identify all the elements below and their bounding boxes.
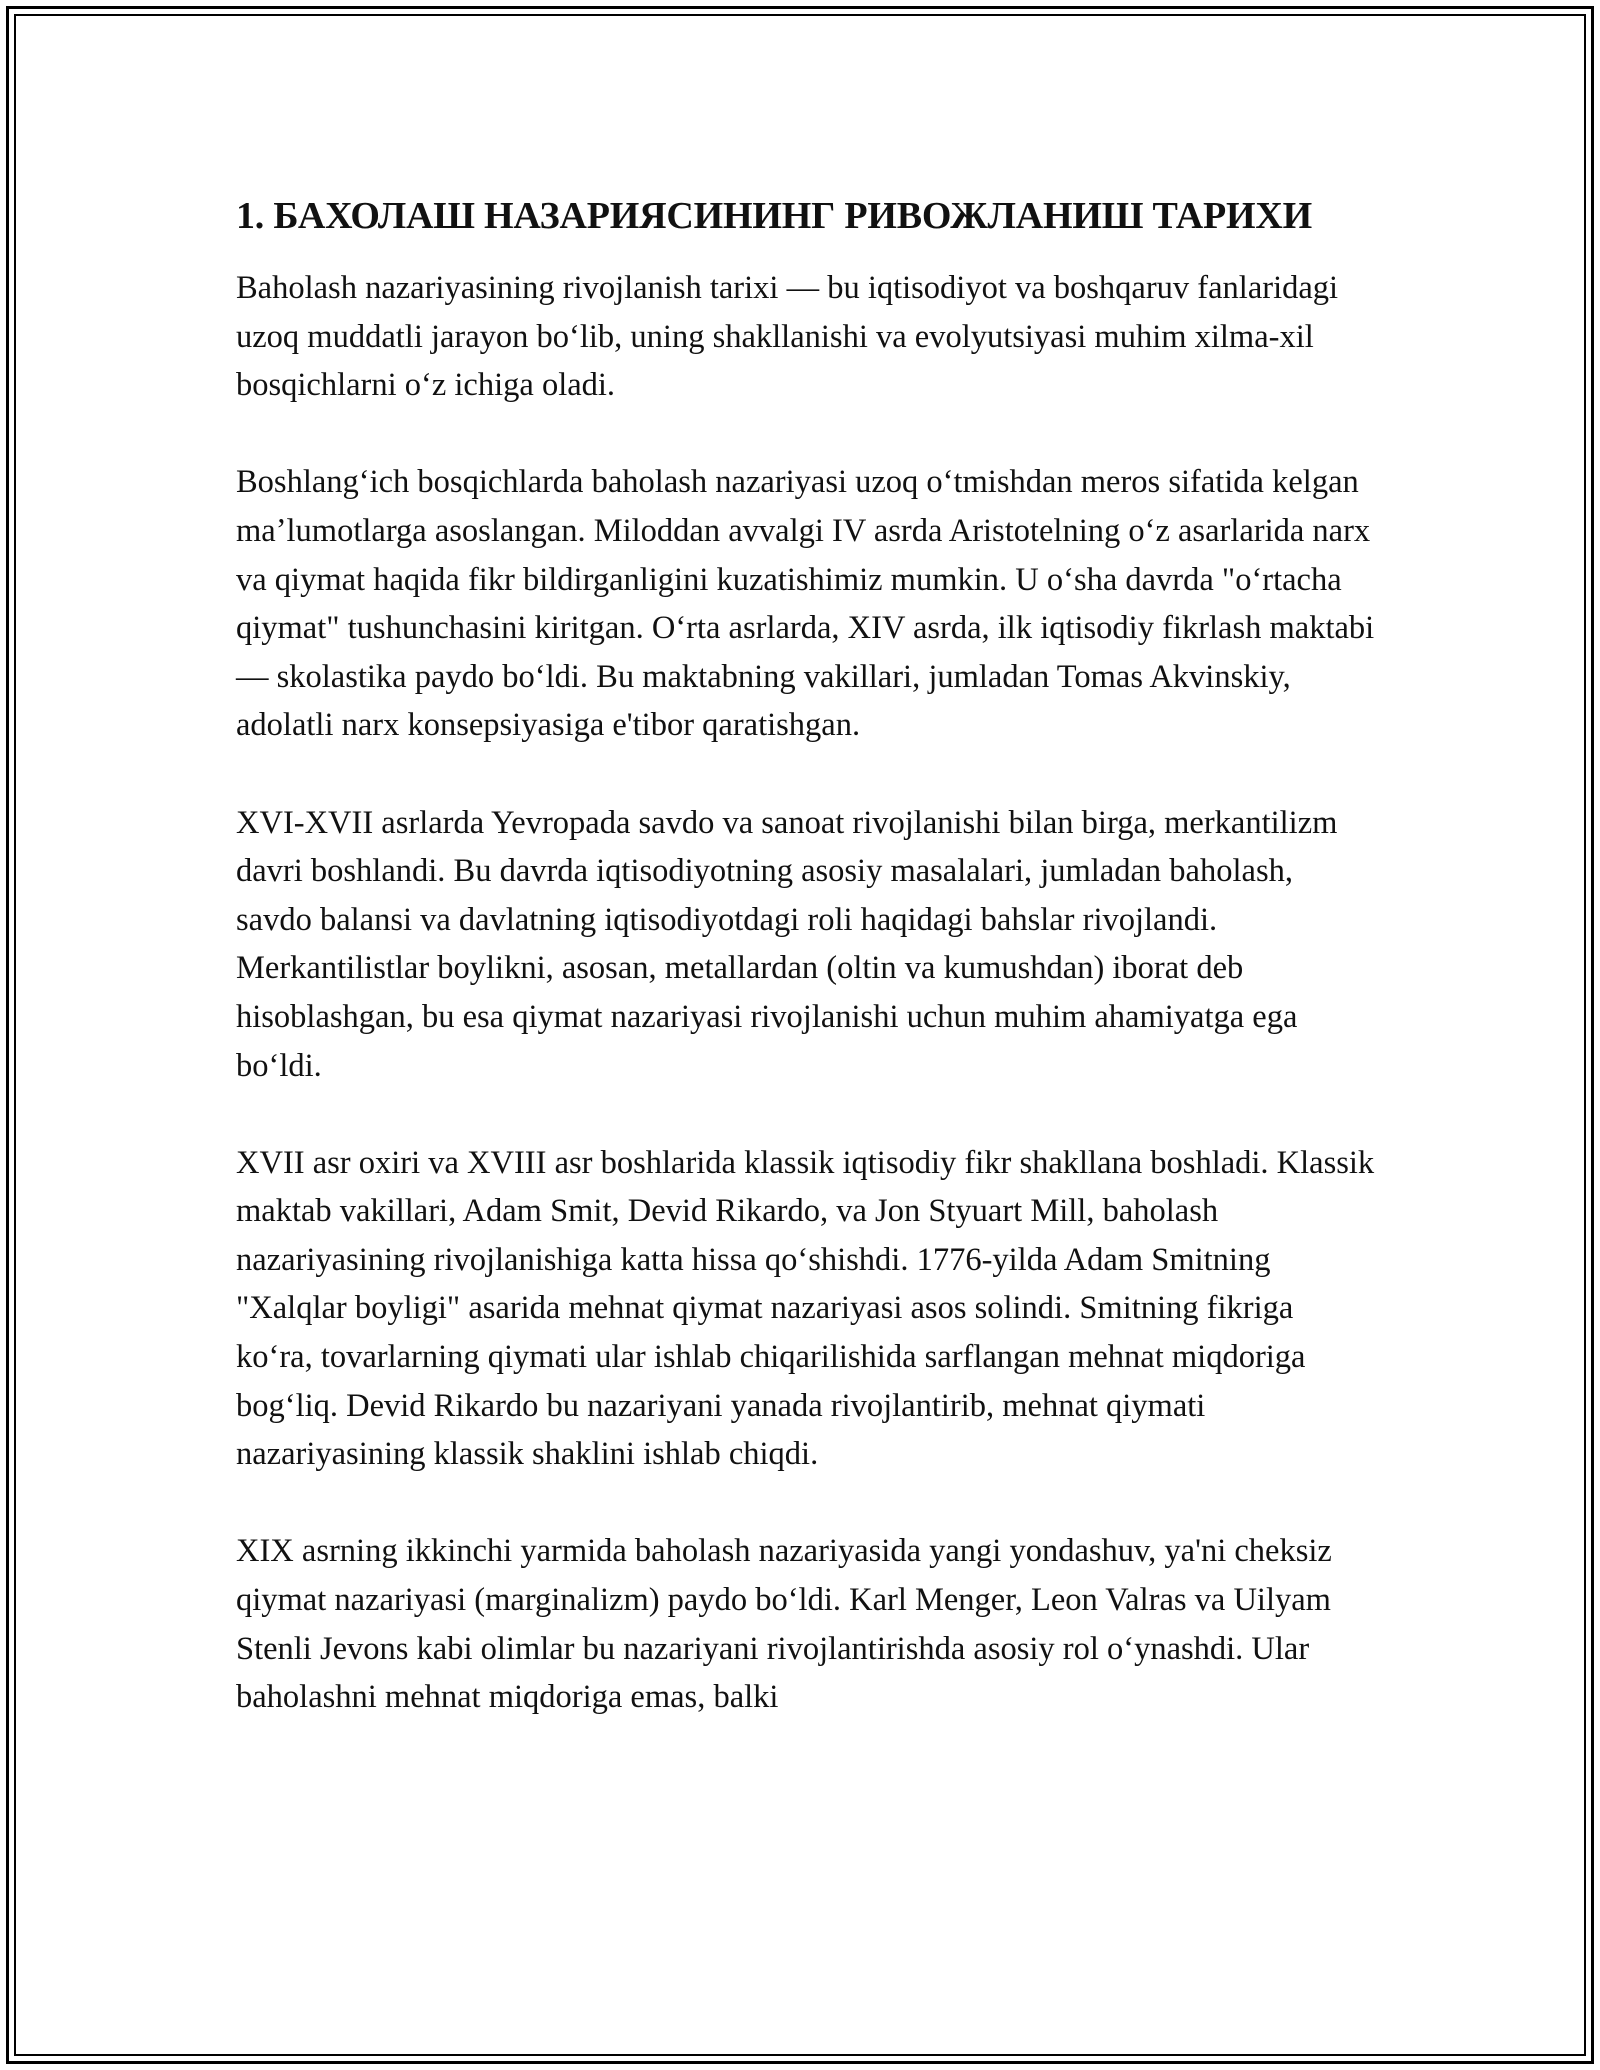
paragraph: Boshlangʻich bosqichlarda baholash nazariyasi uzoq oʻtmishdan meros sifatida kelgan maʼlumotlarga asoslangan. Miloddan avvalgi IV asrda Aristotelning oʻz asarlarida narx va qiymat haqida fikr bildirganligini kuzatishimiz mumkin. U oʻsha davrda "oʻrtacha qiymat" tushunchasini kiritgan. Oʻrta asrlarda, XIV asrda, ilk iqtisodiy fikrlash maktabi — skolastika paydo boʻldi. Bu maktabning vakillari, jumladan Tomas Akvinskiy, adolatli narx konsepsiyasiga e'tibor qaratishgan. <box>236 464 1375 744</box>
section-title: 1. БАХОЛАШ НАЗАРИЯСИНИНГ РИВОЖЛАНИШ ТАРИХИ <box>236 195 1313 237</box>
document-body <box>236 188 1376 1770</box>
paragraph: XIX asrning ikkinchi yarmida baholash nazariyasida yangi yondashuv, ya'ni cheksiz qiymat nazariyasi (marginalizm) paydo boʻldi. Karl Menger, Leon Valras va Uilyam Stenli Jevons kabi olimlar bu nazariyani rivojlantirishda asosiy rol oʻynashdi. Ular baholashni mehnat miqdoriga emas, balki <box>236 1533 1332 1716</box>
paragraph: Baholash nazariyasining rivojlanish tarixi — bu iqtisodiyot va boshqaruv fanlaridagi uzoq muddatli jarayon boʻlib, uning shakllanishi va evolyutsiyasi muhim xilma-xil bosqichlarni oʻz ichiga oladi. <box>236 270 1339 404</box>
paragraph: XVII asr oxiri va XVIII asr boshlarida klassik iqtisodiy fikr shakllana boshladi. Klassik maktab vakillari, Adam Smit, Devid Rikardo, va Jon Styuart Mill, baholash nazariyasining rivojlanishiga katta hissa qoʻshishdi. 1776-yilda Adam Smitning "Xalqlar boyligi" asarida mehnat qiymat nazariyasi asos solindi. Smitning fikriga koʻra, tovarlarning qiymati ular ishlab chiqarilishida sarflangan mehnat miqdoriga bogʻliq. Devid Rikardo bu nazariyani yanada rivojlantirib, mehnat qiymati nazariyasining klassik shaklini ishlab chiqdi. <box>236 1144 1375 1473</box>
paragraph: XVI-XVII asrlarda Yevropada savdo va sanoat rivojlanishi bilan birga, merkantilizm davri boshlandi. Bu davrda iqtisodiyotning asosiy masalalari, jumladan baholash, savdo balansi va davlatning iqtisodiyotdagi roli haqidagi bahslar rivojlandi. Merkantilistlar boylikni, asosan, metallardan (oltin va kumushdan) iborat deb hisoblashgan, bu esa qiymat nazariyasi rivojlanishi uchun muhim ahamiyatga ega boʻldi. <box>236 804 1338 1084</box>
